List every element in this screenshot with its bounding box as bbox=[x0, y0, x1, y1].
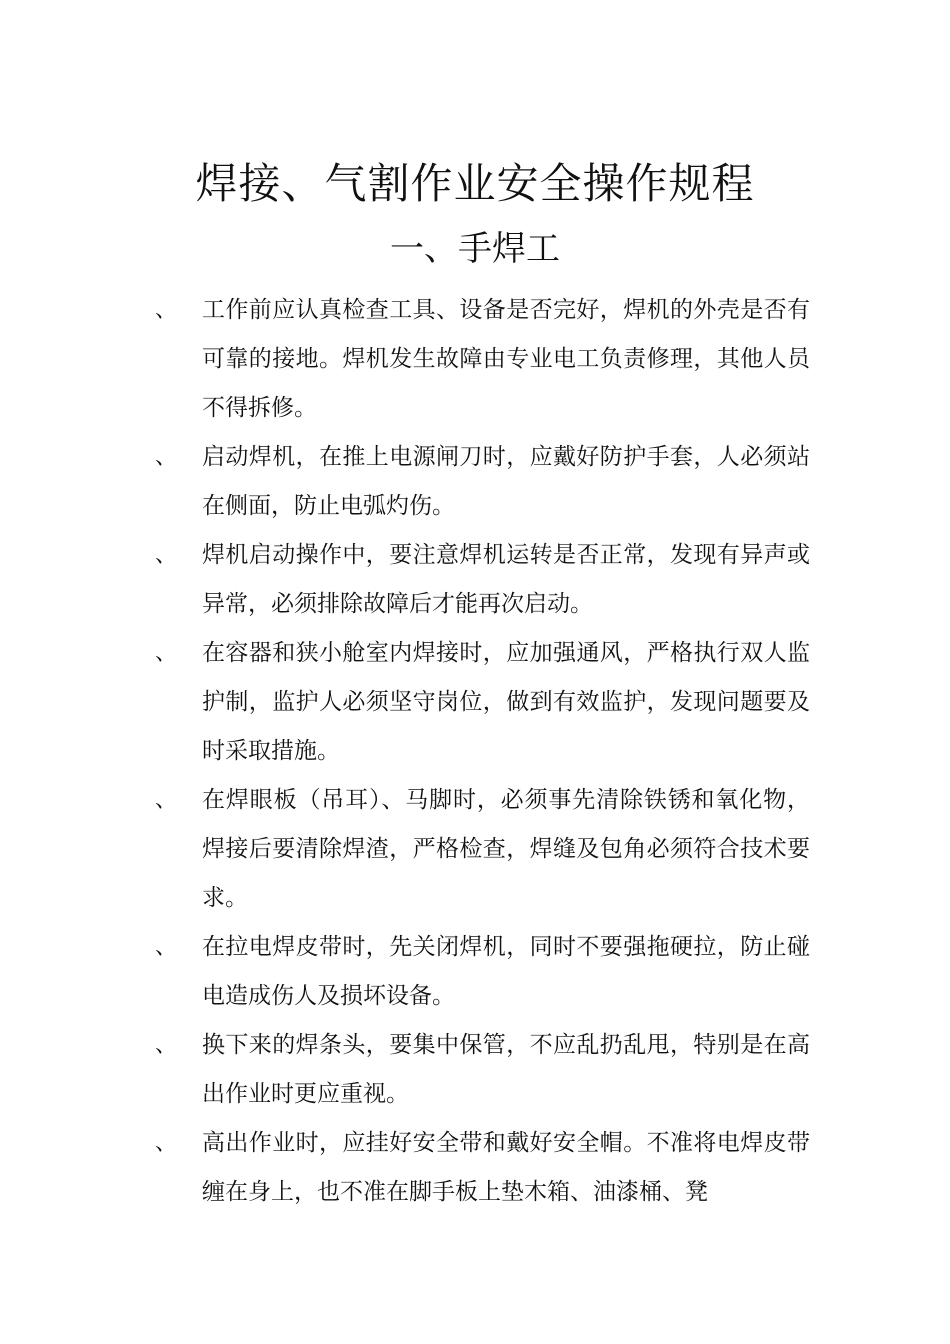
section-title: 一、手焊工 bbox=[390, 229, 560, 269]
rule-item bbox=[0, 776, 950, 923]
rule-marker: 、 bbox=[155, 445, 178, 470]
rule-text: 工作前应认真检查工具、设备是否完好，焊机的外壳是否有可靠的接地。焊机发生故障由专业电工负责修理，其他人员不得拆修。 bbox=[202, 297, 810, 421]
rule-text: 高出作业时，应挂好安全带和戴好安全帽。不准将电焊皮带缠在身上，也不准在脚手板上垫木箱、油漆桶、凳 bbox=[202, 1130, 810, 1205]
rule-marker: 、 bbox=[155, 641, 178, 666]
rule-text: 在焊眼板（吊耳）、马脚时，必须事先清除铁锈和氧化物，焊接后要清除焊渣，严格检查，焊缝及包角必须符合技术要求。 bbox=[202, 787, 810, 911]
rules-list bbox=[0, 286, 950, 1217]
document-title: 焊接、气割作业安全操作规程 bbox=[195, 159, 755, 208]
rule-item bbox=[0, 1119, 950, 1217]
rule-marker: 、 bbox=[155, 298, 178, 323]
rule-item bbox=[0, 923, 950, 1021]
rule-item bbox=[0, 629, 950, 776]
rule-marker: 、 bbox=[155, 788, 178, 813]
rule-marker: 、 bbox=[155, 935, 178, 960]
rule-text: 在拉电焊皮带时，先关闭焊机，同时不要强拖硬拉，防止碰电造成伤人及损坏设备。 bbox=[202, 934, 810, 1009]
rule-item bbox=[0, 531, 950, 629]
rule-text: 启动焊机，在推上电源闸刀时，应戴好防护手套，人必须站在侧面，防止电弧灼伤。 bbox=[202, 444, 810, 519]
rule-marker: 、 bbox=[155, 1033, 178, 1058]
rule-marker: 、 bbox=[155, 543, 178, 568]
rule-item bbox=[0, 1021, 950, 1119]
rule-item bbox=[0, 286, 950, 433]
rule-text: 在容器和狭小舱室内焊接时，应加强通风，严格执行双人监护制，监护人必须坚守岗位，做到有效监护，发现问题要及时采取措施。 bbox=[202, 640, 810, 764]
rule-text: 换下来的焊条头，要集中保管，不应乱扔乱甩，特别是在高出作业时更应重视。 bbox=[202, 1032, 810, 1107]
rule-marker: 、 bbox=[155, 1131, 178, 1156]
rule-item bbox=[0, 433, 950, 531]
rule-text: 焊机启动操作中，要注意焊机运转是否正常，发现有异声或异常，必须排除故障后才能再次启动。 bbox=[202, 542, 810, 617]
